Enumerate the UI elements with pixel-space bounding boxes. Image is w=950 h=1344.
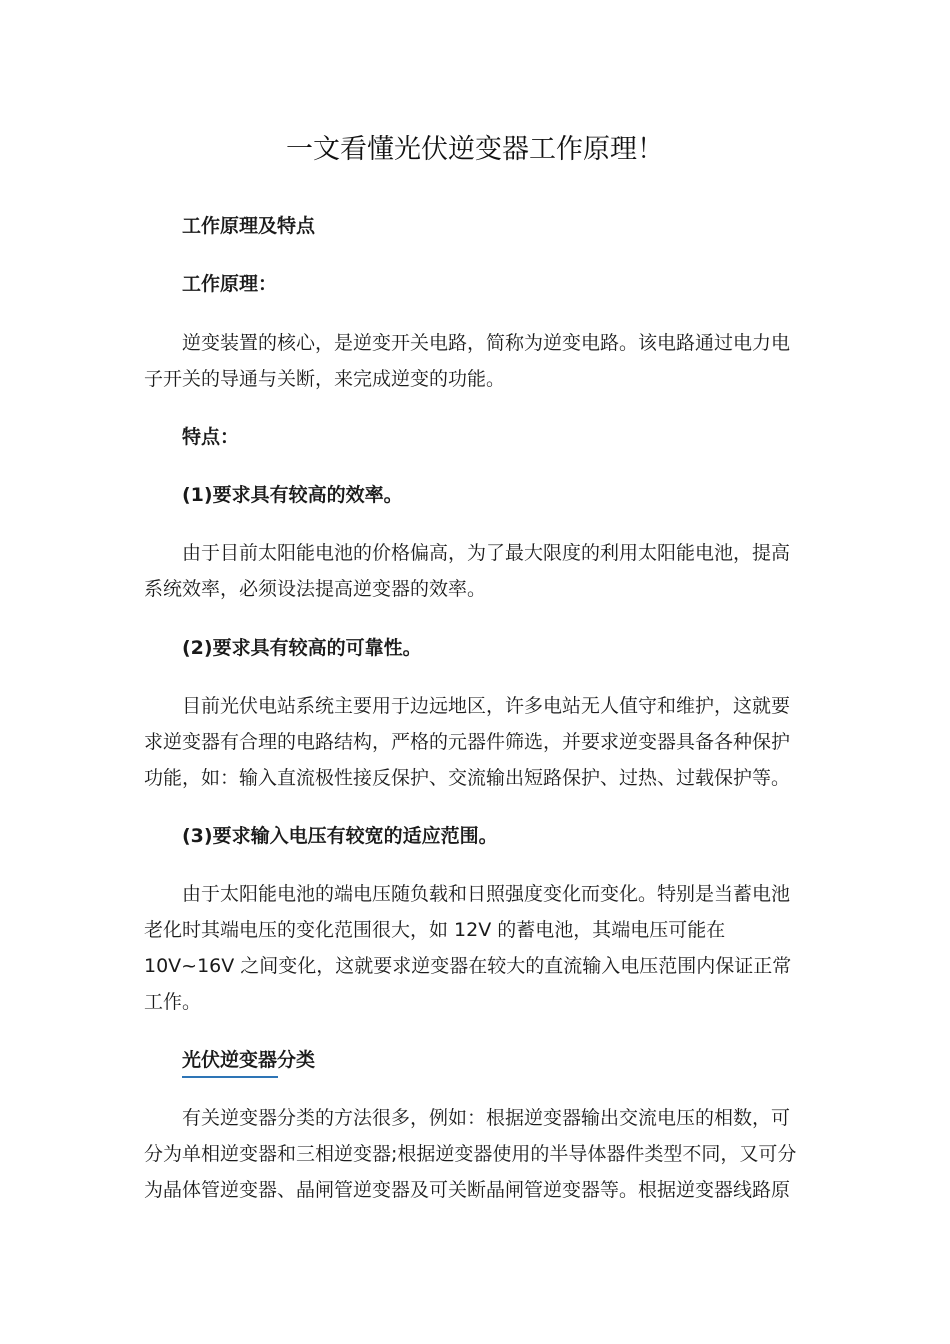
paragraph-line: 子开关的导通与关断，来完成逆变的功能。 [144, 368, 506, 390]
feature-2-paragraph [144, 688, 814, 796]
feature-3-paragraph [144, 876, 814, 1020]
paragraph-line: 老化时其端电压的变化范围很大，如 12V 的蓄电池，其端电压可能在 [144, 919, 726, 941]
paragraph-line: 由于太阳能电池的端电压随负载和日照强度变化而变化。特别是当蓄电池 [182, 883, 791, 905]
sub-heading-principle: 工作原理： [182, 273, 278, 295]
section-heading-principle-features: 工作原理及特点 [182, 215, 316, 237]
paragraph-line: 为晶体管逆变器、晶闸管逆变器及可关断晶闸管逆变器等。根据逆变器线路原 [144, 1179, 791, 1201]
feature-1-heading: (1)要求具有较高的效率。 [182, 484, 403, 506]
principle-paragraph [144, 325, 814, 397]
feature-2-heading: (2)要求具有较高的可靠性。 [182, 637, 422, 659]
paragraph-line: 工作。 [144, 991, 202, 1013]
feature-3-heading: (3)要求输入电压有较宽的适应范围。 [182, 825, 498, 847]
paragraph-line: 求逆变器有合理的电路结构，严格的元器件筛选，并要求逆变器具备各种保护 [144, 731, 791, 753]
section-heading-inverter-classification: 光伏逆变器分类 [182, 1049, 316, 1071]
paragraph-line: 由于目前太阳能电池的价格偏高，为了最大限度的利用太阳能电池，提高 [182, 542, 791, 564]
paragraph-line: 分为单相逆变器和三相逆变器;根据逆变器使用的半导体器件类型不同，又可分 [144, 1143, 797, 1165]
paragraph-line: 目前光伏电站系统主要用于边远地区，许多电站无人值守和维护，这就要 [182, 695, 791, 717]
paragraph-line: 系统效率，必须设法提高逆变器的效率。 [144, 578, 487, 600]
document-title: 一文看懂光伏逆变器工作原理！ [286, 134, 664, 165]
heading-underline [182, 1076, 278, 1078]
paragraph-line: 功能，如：输入直流极性接反保护、交流输出短路保护、过热、过载保护等。 [144, 767, 791, 789]
sub-heading-features: 特点： [182, 426, 240, 448]
classification-paragraph [144, 1100, 814, 1208]
paragraph-line: 逆变装置的核心，是逆变开关电路，简称为逆变电路。该电路通过电力电 [182, 332, 791, 354]
feature-1-paragraph [144, 535, 814, 607]
paragraph-line: 10V~16V 之间变化，这就要求逆变器在较大的直流输入电压范围内保证正常 [144, 955, 792, 977]
paragraph-line: 有关逆变器分类的方法很多，例如：根据逆变器输出交流电压的相数，可 [182, 1107, 791, 1129]
